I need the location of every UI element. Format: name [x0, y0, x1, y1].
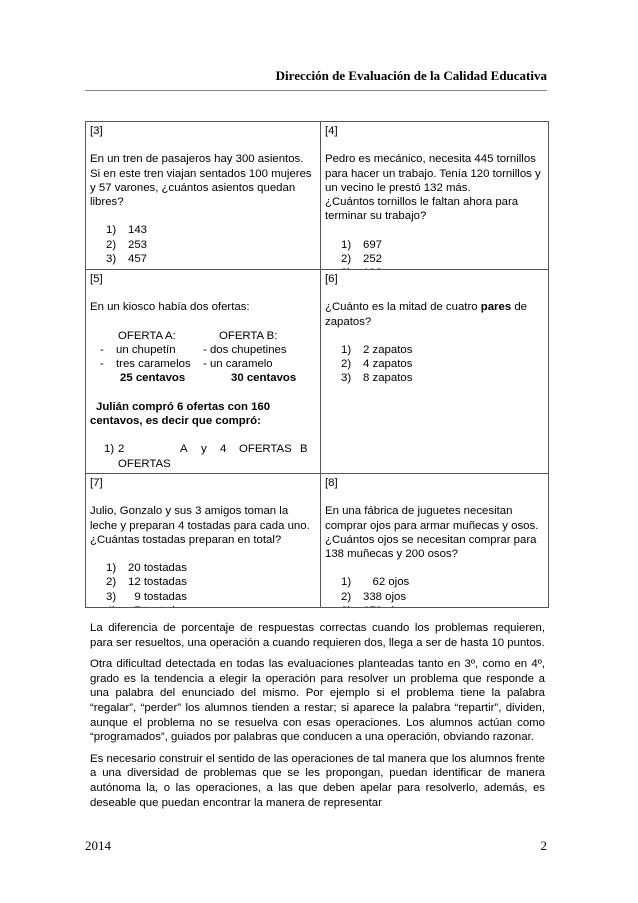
- problem-statement: Julián compró 6 ofertas con 160: [96, 400, 271, 413]
- answer-option: 2) 12 tostadas: [106, 576, 187, 589]
- page-number: 2: [540, 838, 547, 853]
- offer-b: [203, 329, 316, 386]
- offer-item: - un chupetín: [100, 343, 176, 356]
- problem-text: En una fábrica de juguetes necesitan comprar ojos para armar muñecas y osos. ¿Cuántos ojos se necesitan comprar para 138 muñecas y 200 osos?: [325, 505, 539, 561]
- problem-number: [6]: [325, 273, 338, 285]
- problems-table: [85, 121, 549, 608]
- emphasis: pares: [480, 301, 512, 314]
- problem-text: ¿Cuánto es la mitad de cuatro pares de zapatos?: [325, 301, 528, 328]
- answer-option: [341, 604, 544, 608]
- problem-number: [7]: [90, 477, 103, 489]
- paragraph: Otra dificultad detectada en todas las evaluaciones planteadas tanto en 3º, como en 4º, grado es la tendencia a elegir la operación para resolver un problema que responde a una palabra del enunciado del mismo. Por ejemplo si el problema tiene la palabra “regalar”, “perder” los alumnos tienden a restar; si aparece la palabra “repartir”, dividen, aunque el problema no se resuelva con esas operaciones. Los alumnos actúan como “programados”, guiados por palabras que conducen a una operación, obviando razonar.: [90, 658, 545, 744]
- answer-option: 1) 62 ojos: [341, 576, 410, 589]
- answer-option: [106, 604, 316, 608]
- problem-text: Pedro es mecánico, necesita 445 tornillos para hacer un trabajo. Tenía 120 tornillos y un vecino le prestó 132 más.: [325, 153, 541, 194]
- problem-number: [4]: [325, 125, 338, 137]
- table-row: [85, 474, 549, 608]
- offer-price: 25 centavos: [120, 372, 186, 385]
- offers-block: [90, 329, 316, 386]
- answer-option: 1) 2 OFERTAS A y 4 OFERTAS B: [104, 443, 308, 470]
- answer-option: 3) 8 zapatos: [341, 372, 413, 385]
- problem-7-cell: [85, 473, 321, 608]
- paragraph: Es necesario construir el sentido de las operaciones de tal manera que los alumnos frente a una diversidad de problemas que se les propongan, puedan identificar de manera autónoma la, o las operaciones, a las que deben apelar para resolverlo, además, es deseable que puedan encontrar la manera de representar: [90, 752, 545, 809]
- problem-3-cell: [85, 121, 321, 270]
- offer-item: - un caramelo: [203, 358, 273, 371]
- problem-number: [8]: [325, 477, 338, 489]
- answer-options: [90, 561, 316, 608]
- answer-option: 1) 20 tostadas: [106, 562, 187, 575]
- answer-option: 2) 253: [106, 238, 148, 251]
- offer-item: - tres caramelos: [100, 358, 191, 371]
- problem-4-cell: [320, 121, 549, 270]
- offer-title: OFERTA A:: [118, 329, 176, 342]
- problem-6-cell: [320, 269, 549, 474]
- problem-text: En un tren de pasajeros hay 300 asientos. Si en este tren viajan sentados 100 mujeres y 57 varones, ¿cuántos asientos quedan libres?: [90, 153, 312, 209]
- answer-option: 2) 252: [341, 253, 383, 266]
- answer-options: [325, 575, 544, 608]
- table-row: [85, 121, 549, 270]
- offer-title: OFERTA B:: [219, 329, 278, 342]
- answer-option: 1) 143: [106, 224, 148, 237]
- answer-option: 1) 697: [341, 238, 383, 251]
- footer-year: 2014: [85, 838, 111, 853]
- body-text: [90, 621, 545, 817]
- offer-a: [90, 329, 203, 386]
- paragraph: La diferencia de porcentaje de respuestas correctas cuando los problemas requieren, para ser resueltos, una operación a cuando requieren dos, llega a ser de hasta 10 puntos.: [90, 622, 545, 649]
- answer-options: [325, 343, 544, 386]
- problem-number: [3]: [90, 125, 103, 137]
- answer-option: 2) 4 zapatos: [341, 358, 413, 371]
- header-title: Dirección de Evaluación de la Calidad Educativa: [275, 68, 547, 83]
- problem-8-cell: [320, 473, 549, 608]
- problem-5-cell: [85, 269, 321, 474]
- problem-statement: centavos, es decir que compró:: [90, 415, 261, 428]
- answer-option: 3) 9 tostadas: [106, 590, 187, 603]
- table-row: [85, 270, 549, 474]
- offer-item: - dos chupetines: [203, 343, 287, 356]
- answer-options: [325, 238, 544, 270]
- answer-option: 1) 2 zapatos: [341, 343, 413, 356]
- problem-text: En un kiosco había dos ofertas:: [90, 301, 250, 314]
- answer-options: [90, 223, 316, 266]
- problem-number: [5]: [90, 273, 103, 285]
- problem-text: Julio, Gonzalo y sus 3 amigos toman la leche y preparan 4 tostadas para cada uno. ¿Cuántas tostadas preparan en total?: [90, 505, 310, 546]
- offer-price: 30 centavos: [231, 372, 297, 385]
- answer-option: 2) 338 ojos: [341, 590, 407, 603]
- page-header: [85, 68, 547, 91]
- problem-question: ¿Cuántos tornillos le faltan ahora para terminar su trabajo?: [325, 196, 519, 223]
- answer-option: 3) 457: [106, 253, 148, 266]
